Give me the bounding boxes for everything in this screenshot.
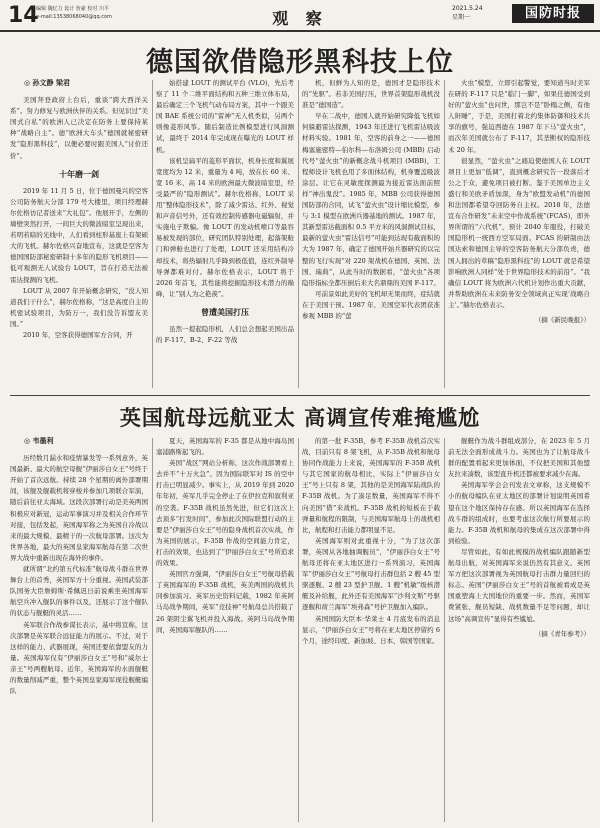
article2-source: （摘《青年参考》）	[534, 629, 590, 638]
article2-paragraph: 英国“战区”网站分析称，这次作战部署看上去并不“十万火急”。因为国际联军对 IS 的空中打击已明显减少。事实上，从 2019 年到 2020 年年初，英军几乎完全停止了在伊拉克和叙利亚的空袭。F-35B 战机虽然先进，但它们这次上去顶多“打发时间”，参加此次国际联盟行动的主要是“伊丽莎白女王”号的隐身战机首次实战，作为英国的展示，F-35B 作战的空间能力肯定，打击的效果，也达到了“伊丽莎白女王”号所追求的效果。	[156, 459, 294, 568]
article-separator	[10, 395, 590, 396]
article1-column-4	[448, 78, 590, 390]
editor-email: e-mail:13538068040@qq.com	[36, 14, 112, 20]
article2-column-1	[10, 436, 148, 824]
article1-paragraph: 很显然，“萤火虫”之痛迫使德国人在 LOUT 项目上更加“低调”，直到概念研究告一段落后才公之于众，避免项目被打断。鉴于美国单边主义盛行和美欧矛盾加深，身为“欧盟发动机”的德国和法国都希望夺回防务自主权。2018 年，法德宣布合作研发“未来空中作战系统”(FCAS)，即外界所谓的“六代机”，预计 2040 年服役，打破美国隐形机一统西方空军局面。FCAS 的研制由法国达索和德国主导的空客防务航天分部负责，德国人拥出的草稿“隐形黑科技”的 LOUT 就是希望影响欧洲人同样“处于世界隐形技术的前沿”。“我确信 LOUT 将为欧洲六代机计划作出重大贡献，并帮助欧洲在未来防务安全领域真正实现‘战略自主’。”赫尔佐格表示。	[448, 156, 590, 309]
article1-paragraph: 该机呈扁平的菱形平面状，机身长度和翼展宽度均为 12 米，重量为 4 吨，放在长 60 米、宽 16 米、高 14 米的欧洲最大微波暗室里，经受最严的“隐形测试”。赫尔佐格称，LOUT 采用“整体隐形技术”，除了减少雷达、红外、视觉和声音信号外，还有效控制传感器电磁辐射，并实施电子欺骗。像 LOUT 的发动机喷口等最容易被发现的部位，研究团队特别处理，起落架舱门和弹舱也进行了处理，LOUT 还采用结构冷却技术，将热辐射几乎降到极低值，连红外制导导弹都难对付。赫尔佐格表示，LOUT 将于 2026 年首飞，其性能将挖掘隐形技术潜力的巅峰，让“别人为之艳羡”。	[156, 156, 294, 298]
article2-paragraph: 英军联合作战参谋长表示，基中将宣称，这次部署是英军联合远征能力的展示。不过，对于这样的能力、武器展现，英国还要依靠盟友的力量。英国海军仅有“伊丽莎白女王”号和“威尔士亲王”号两艘航母。近年，英国海军的水面舰艇的数量削减严重，整个英国皇家海军现役舰艇编队	[10, 620, 148, 696]
article2-paragraph: 英国海军学会会刊发表文章称，这支规模不小的航母编队在亚太地区的部署计划说明英国希望在这个地区保持存在感。所以英国海军在选择战斗群的组成时，也要考虑这次航行所要展示的能力。F-35B 战机和航母的集成在这次部署中得到检验。	[448, 481, 590, 545]
page-header	[0, 0, 600, 32]
column-divider	[152, 438, 153, 822]
column-divider	[444, 438, 445, 822]
article2-paragraph: 夏天，英国海军的 F-35 都是从地中海岛国塞浦路斯起飞的。	[156, 437, 294, 457]
column-divider	[298, 438, 299, 822]
article1-paragraph: 2019 年 11 月 5 日，位于德国曼兴的空客公司防务航天分部 179 号大楼里，项目经理赫尔佐格彷记者送来“大礼包”。他展开手，左侧的墙壁突然打开，一间巨大的微波暗室呈现出来，若明若暗的光线中，人们看到柱形基座上有架硕大的飞机。赫尔佐格兴奋地宣布，这就是空客为德国国防部秘密研制十多年的隐形飞机项目——低可观测无人试验台 LOUT，旨在打造无法被雷达探测的飞机。	[10, 186, 148, 284]
article1-subheading-2: 曾遭美国打压	[201, 307, 249, 317]
article2-paragraph: 英国海军则对此重视十分，“为了这次部署，英国从各地抽调舰员”，“伊丽莎白女王”号航母还将在亚太地区进行一系列演习，英国海军“伊丽莎白女王”号航母打击群包括 2 艘 45 型驱逐舰、2 艘 23 型护卫舰、1 艘“机敏”级核潜艇及补给舰，此外还有美国海军“沙利文斯”号驱逐舰和荷兰海军“埃弗森”号护卫舰加入编队。	[302, 536, 440, 612]
article2-headline: 英国航母远航亚太 高调宣传难掩尴尬	[119, 406, 481, 430]
article1-source: （摘《新民晚报》）	[534, 315, 590, 324]
article1-column-1	[10, 78, 148, 390]
article1-paragraph: 2010 年，空客获得德国军方合同，开	[23, 330, 133, 339]
article2-column-4	[448, 436, 590, 824]
header-date-block	[452, 4, 483, 22]
article1-paragraph: 早在二战中，德国人就开始研究降低飞机如何躲避雷达探测，1943 年还进行飞机雷达吸波材料实验。1981 年，空客的前身之一——德国梅塞施密特—伯尔科—布洛姆公司 (MBB) 启动代号“萤火虫”的新概念战斗机项目 (MBB)，工程师设计飞机也用了多面体结构，机身覆盖吸波涂层。让它在灵敏度探测最为接近雷达面前照样“神出鬼没”。1985 年，MBB 公司获得德国国防部的合同，试飞“萤火虫”设计缩比模型，参与 3:1 模型在欧洲兵器基地的测试。1987 年，其新型雷达截面积 0.5 平方米的风洞测试目标，最新的萤火虫“雷达信号”可能到达现有截面积的大为 1987 年，确定了德国开始兵器研究的以完整的飞行实现“对 220 架战机在德国、英国、法国、瑞典”，从此当时的数据看，“萤火虫”各项隐形指标全都压倒后来大名鼎鼎的美国 F-117。	[302, 112, 440, 287]
editor-credits: 编辑 魏忆力 设计 詹豪 校对 川平	[36, 6, 109, 12]
article2-author: ◎ 韦墨利	[24, 437, 54, 445]
article2-paragraph: 的第一批 F-35B，参考 F-35B 战机首次实战，目前只有 8 架飞机，从 F-35B 战机和航母协同作战能力上来说，英国海军的 F-35B 战机与其它国家的航母相比，实际上“伊丽莎白女王”号上只有 8 架，其他的是美国海军陆战队的 F-35B 战机。为了凑足数量，英国海军不得不向美国“借”来战机。F-35B 战机的短板在于载弹量和航程的限制，与美国海军航母上的战机相比，航程和打击能力都明显不足。	[302, 437, 440, 534]
article2-column-2	[156, 436, 294, 824]
issue-weekday: 星期一	[452, 14, 471, 21]
article1-subheading-1: 十年磨一剑	[59, 169, 99, 179]
article1-author: ◎ 孙文静 梁君	[24, 79, 70, 87]
article2-column-3	[302, 436, 440, 824]
article1-paragraph: 火虫”模型，立即引起警觉，要知道当时美军在研的 F-117 只是“临门一脚”，如果任德国受到好的“萤火虫”也问世，那岂不是“卧榻之侧，有他人鼾睡”，于是，美国打着北约集体防御和技术共享的旗号，强迫西德在 1987 年下马“萤火虫”，而次年美国就公布了 F-117，其垄断权的隐形技术 20 年。	[448, 79, 590, 154]
article1-paragraph: LOUT 从 2007 年开始概念研究，“没人知道我们干什么”，赫尔佐格称，“这是高度自主的机密试验项目，为防万一，我们没告诉盟友美国。”	[10, 286, 148, 328]
section-title: 观 察	[272, 9, 328, 28]
article2-paragraph: 舰艇作为战斗群组成部分，在 2023 年 5 月前无法全面形成战斗力。英国也为了让航母战斗群的配置看起来更加体面，不仅把美国和其他盟友拉来凑数，该型直升机还都被要求减少在海。	[448, 437, 590, 479]
article2-paragraph: 历经数月漏水和疫情暴发等一系列意外，英国最新、最大的航空母舰“伊丽莎白女王”号终于开始了首次远航。持续 28 个星期的离外部署期间，该舰及舰载机将穿梭并参加几项联合军演，随后前往亚太海域。这段次部署行动是美英两国积极应对新冠，运动军事演习并及相关合作环节对接，包括发起，英国海军称之为英国自冷战以来的最大规模、最精干的一次航母部署。这次为世界各地，最大的英国皇家海军航母在第二次世界大战中重新出现在海外的事件。	[10, 454, 148, 562]
article2-paragraph: 尽管如此，有如此规模的战机编队跟随新型航母出航，对英国海军来说仍然有其意义。英国军方把这次部署视为英国航母打击群力量回归的标志。英国“伊丽莎白女王”号的首航被看成是英国重塑海上大国地位的重要一步。然而，英国军费紧张、舰员短缺、战机数量不足等问题，却让这场“高调宣传”显得有些尴尬。	[448, 547, 590, 623]
newspaper-logo: 国防时报	[512, 4, 594, 23]
column-divider	[444, 80, 445, 388]
article1-paragraph: 机，但鲜为人知的是，德国才是隐形技术的“先驱”。若非美国打压，世界首架隐形战机没准是“德国造”。	[302, 79, 440, 110]
article1-paragraph: 虽然一提起隐形机，人们总会想起美国出品的 F-117、B-2、F-22 等战	[156, 324, 294, 345]
article2-paragraph: 英国官方强调，“伊丽莎白女王”号航母搭载了英国海军的 F-35B 战机，英美两国的战机共同参加演习。英军历史资料记载，1982 年英阿马岛战争期间，英军“竞技神”号航母总共搭载了 26 架阴尘翼飞机并投入海战。英阿马岛战争期间，英国海军舰队的……	[156, 570, 294, 634]
article1-paragraph: 可前景如此美好的飞机却无果而终，症结就在于美国干预。1987 年，美国空军代表团获准参观 MBB 的“萤	[302, 289, 440, 320]
article2-paragraph: 英国国防大臣本·华莱士 4 月底发布的消息显示，“伊丽莎白女王”号将在亚太地区停留约 6 个月，途经印度、新加坡、日本、韩国等国家。	[302, 614, 440, 645]
article2-paragraph: 就所谓“北约第五代标准”航母战斗群在世界舞台上的首秀，英国军方十分重视。英国武装部队国务大臣詹姆斯·希佩迟日前说乘坐英国海军航空兵冲入舰队的事件以及，还展示了这个舰队的状态与舰艇的灵活……	[10, 565, 148, 618]
column-divider	[152, 80, 153, 388]
article1-headline: 德国欲借隐形黑科技上位	[146, 47, 454, 78]
column-divider	[298, 80, 299, 388]
article1-paragraph: 美国拜登政府上台后，重谈“跨大西洋关系”。努力修复与欧洲伙伴的关系。但见识过“美国式自私”的欧洲人已决定在防务上要保持某种“战略自主”。德“欧洲大车头”德国就秘密研发“隐形黑科技”，以便必要时跟美国人“讨价还价”。	[10, 96, 148, 160]
page-number: 14	[8, 3, 39, 28]
article1-paragraph: 始搭建 LOUT 的测试平台 (VLO)，先后考察了 11 个二维平面结构和五种三维立体布局，最后确定三个飞机气动布局方案，其中一个跟美国 BAE 系统公司的“雷神”无人机类似，另两个则像菱形风筝。随后制造比例模型进行风洞测试，最终于 2014 年完成现在曝光的 LOUT 样机。	[156, 79, 294, 154]
article1-column-3	[302, 78, 440, 390]
article1-column-2	[156, 78, 294, 390]
issue-date: 2021.5.24	[452, 5, 483, 12]
